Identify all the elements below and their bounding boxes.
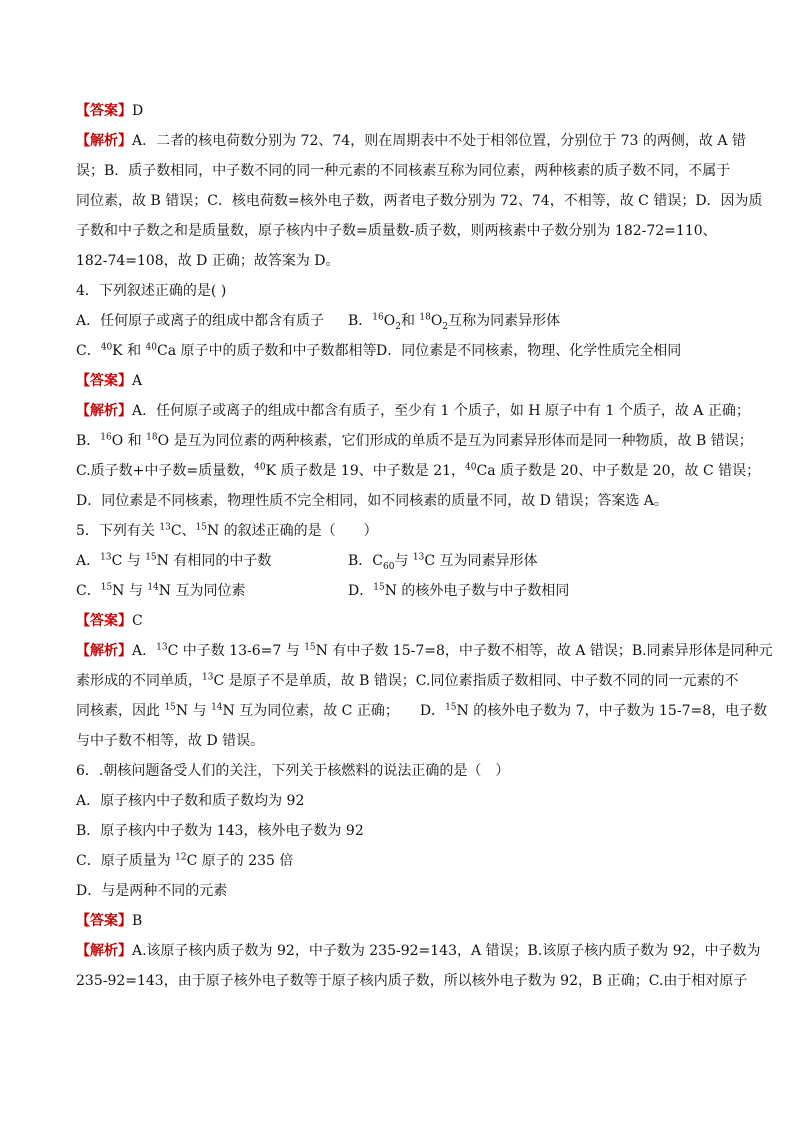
q4-analysis-line: C.质子数+中子数=质量数，$^{40}$K 质子数是 19、中子数是 21，$^{40}$Ca 质子数是 20、中子数是 20，故 C 错误； [76, 462, 761, 479]
q6-stem: 6．.朝核问题备受人们的关注，下列关于核燃料的说法正确的是（ ） [76, 763, 510, 779]
q4-option-a: A．任何原子或离子的组成中都含有质子 [76, 313, 325, 329]
answer-value: A [132, 373, 143, 389]
analysis-tag: 【解析】 [76, 943, 132, 959]
q3-answer [76, 96, 724, 126]
q5-option-d: D．$^{15}$N 的核外电子数与中子数相同 [348, 582, 570, 599]
answer-tag: 【答案】 [76, 103, 132, 119]
q4-option-d: D．同位素是不同核素，物理、化学性质完全相同 [376, 343, 682, 359]
q4-analysis-line: D．同位素是不同核素，物理性质不完全相同，如不同核素的质量不同，故 D 错误；答案选 A。 [76, 493, 668, 509]
q6-option-b: B．原子核内中子数为 143，核外电子数为 92 [76, 823, 364, 839]
analysis-tag: 【解析】 [76, 643, 132, 659]
q3-analysis-line: 误；B．质子数相同，中子数不同的同一种元素的不同核素互称为同位素，两种核素的质子数不同，不属于 [76, 163, 731, 179]
q3-analysis-line: 182-74=108，故 D 正确；故答案为 D。 [76, 253, 340, 269]
q4-option-c: C．$^{40}$K 和 $^{40}$Ca 原子中的质子数和中子数都相等 [76, 342, 377, 359]
q6-option-a: A．原子核内中子数和质子数均为 92 [76, 793, 305, 809]
q3-analysis-line: 同位素，故 B 错误；C．核电荷数=核外电子数，两者电子数分别为 72、74，不相等，故 C 错误；D．因为质 [76, 193, 763, 209]
q6-analysis-line: 【解析】A.该原子核内质子数为 92，中子数为 235-92=143，A 错误；B.该原子核内质子数为 92，中子数为 [76, 943, 761, 959]
q5-stem: 5．下列有关 $^{13}$C、$^{15}$N 的叙述正确的是（ ） [76, 522, 378, 539]
q6-option-c: C．原子质量为 $^{12}$C 原子的 235 倍 [76, 852, 294, 869]
answer-tag: 【答案】 [76, 373, 132, 389]
answer-tag: 【答案】 [76, 913, 132, 929]
q5-analysis-line: 同核素，因此 $^{15}$N 与 $^{14}$N 互为同位素，故 C 正确； D．$^{15}$N 的核外电子数为 7，中子数为 15-7=8，电子数 [76, 702, 768, 719]
q5-options-row [76, 576, 724, 606]
q5-options-row [76, 546, 724, 576]
q4-option-b: B．$^{16}O_2$和 $^{18}O_2$互称为同素异形体 [348, 312, 561, 332]
q4-options-row [76, 336, 724, 366]
q5-analysis-line: 素形成的不同单质，$^{13}$C 是原子不是单质，故 B 错误；C.同位素指质子数相同、中子数不同的同一元素的不 [76, 672, 739, 689]
analysis-tag: 【解析】 [76, 403, 132, 419]
answer-value: C [132, 613, 143, 629]
q4-options-row [76, 306, 724, 336]
q6-analysis-line: 235-92=143，由于原子核外电子数等于原子核内质子数，所以核外电子数为 92，B 正确；C.由于相对原子 [76, 973, 748, 989]
q3-analysis-line: 【解析】A．二者的核电荷数分别为 72、74，则在周期表中不处于相邻位置，分别位于 73 的两侧，故 A 错 [76, 133, 746, 149]
q4-answer [76, 366, 724, 396]
answer-value: B [132, 913, 143, 929]
q4-stem: 4．下列叙述正确的是( ) [76, 283, 227, 299]
q5-analysis-line: 与中子数不相等，故 D 错误。 [76, 733, 265, 749]
q5-answer [76, 606, 724, 636]
answer-value: D [132, 103, 144, 119]
q5-analysis-line: 【解析】A．$^{13}$C 中子数 13-6=7 与 $^{15}$N 有中子数 15-7=8，中子数不相等，故 A 错误；B.同素异形体是同种元 [76, 642, 773, 659]
q3-analysis-line: 子数和中子数之和是质量数，原子核内中子数=质量数-质子数，则两核素中子数分别为 182-72=110、 [76, 223, 717, 239]
analysis-tag: 【解析】 [76, 133, 132, 149]
q5-option-b: B．$C_{60}$与 $^{13}$C 互为同素异形体 [348, 552, 538, 572]
q6-answer [76, 906, 724, 936]
q6-option-d: D．与是两种不同的元素 [76, 883, 228, 899]
q5-option-a: A．$^{13}$C 与 $^{15}$N 有相同的中子数 [76, 552, 272, 569]
q4-analysis-line: B．$^{16}$O 和 $^{18}$O 是互为同位素的两种核素，它们形成的单质不是互为同素异形体而是同一种物质，故 B 错误； [76, 432, 753, 449]
q4-analysis-line: 【解析】A．任何原子或离子的组成中都含有质子，至少有 1 个质子，如 H 原子中有 1 个质子，故 A 正确； [76, 403, 750, 419]
answer-tag: 【答案】 [76, 613, 132, 629]
q5-option-c: C．$^{15}$N 与 $^{14}$N 互为同位素 [76, 582, 246, 599]
